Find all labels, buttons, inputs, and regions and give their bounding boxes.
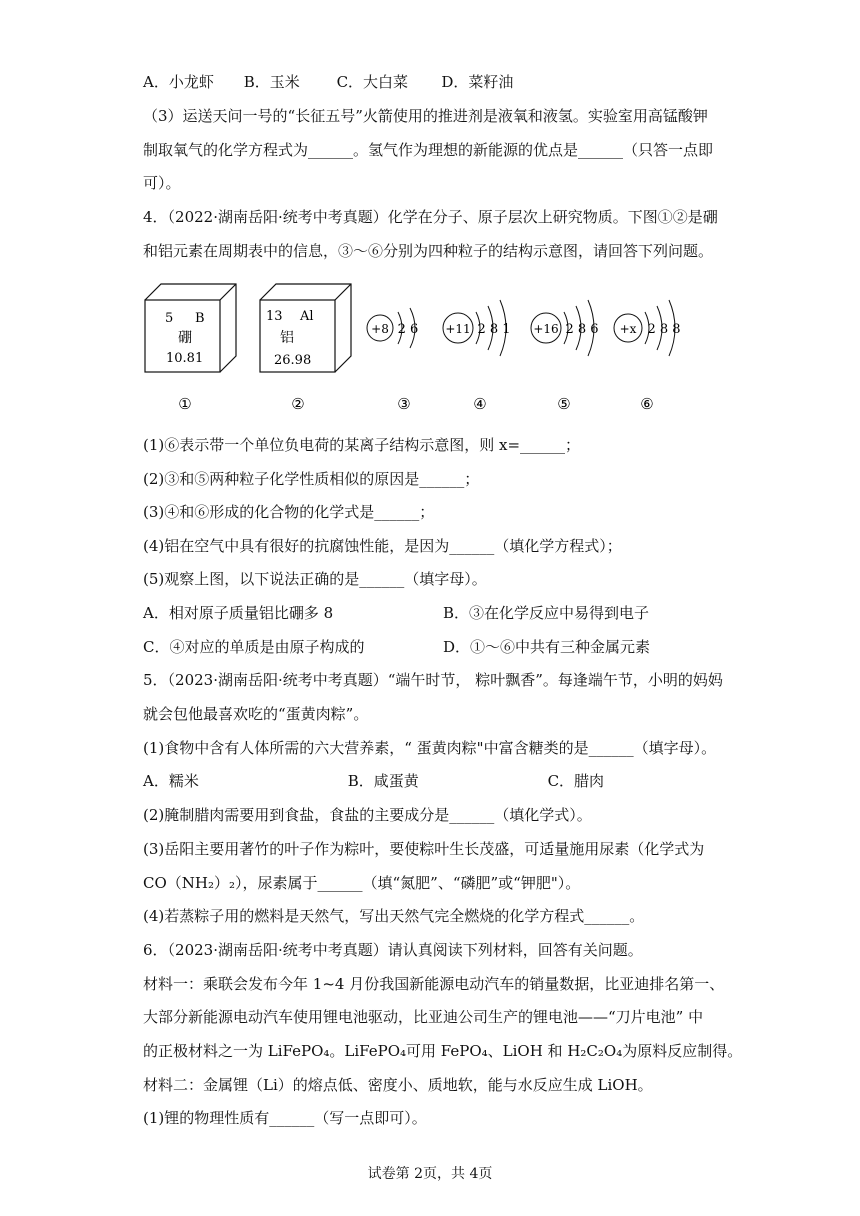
q4-stem-line2: 和铝元素在周期表中的信息，③～⑥分别为四种粒子的结构示意图，请回答下列问题。 bbox=[143, 242, 714, 260]
figure-label-1: ① bbox=[178, 395, 192, 413]
q5-sub3-line1: (3)岳阳主要用著竹的叶子作为粽叶，要使粽叶生长茂盛，可适量施用尿素（化学式为 bbox=[143, 840, 705, 858]
boron-name: 硼 bbox=[178, 330, 192, 346]
q5-options-row bbox=[143, 771, 604, 791]
option-d: D．菜籽油 bbox=[441, 73, 514, 91]
particle-5-nucleus: +16 bbox=[533, 322, 559, 336]
q5-option-b: B．咸蛋黄 bbox=[347, 772, 419, 790]
q5-sub1: (1)食物中含有人体所需的六大营养素，“ 蛋黄肉粽"中富含糖类的是______（填字母）。 bbox=[143, 739, 717, 757]
q4-sub2: (2)③和⑤两种粒子化学性质相似的原因是______； bbox=[143, 470, 480, 488]
page-footer: 试卷第 2页，共 4页 bbox=[367, 1166, 493, 1182]
aluminum-mass: 26.98 bbox=[274, 353, 312, 368]
q4-option-a: A．相对原子质量铝比硼多 8 bbox=[143, 604, 334, 622]
particle-3-shells: 2 6 bbox=[397, 322, 419, 337]
figure-label-3: ③ bbox=[397, 395, 411, 413]
q4-stem-line1: 4．（2022·湖南岳阳·统考中考真题）化学在分子、原子层次上研究物质。下图①②是硼 bbox=[143, 208, 718, 226]
figure-label-4: ④ bbox=[473, 395, 487, 413]
q3-sub3-line1: （3）运送天问一号的“长征五号”火箭使用的推进剂是液氧和液氢。实验室用高锰酸钾 bbox=[143, 107, 708, 125]
boron-symbol: B bbox=[195, 311, 205, 326]
q5-stem-line1: 5．（2023·湖南岳阳·统考中考真题）“端午时节， 粽叶飘香”。每逢端午节，小明的妈妈 bbox=[143, 671, 723, 689]
particle-6-nucleus: +x bbox=[619, 322, 637, 336]
q4-option-b: B．③在化学反应中易得到电子 bbox=[443, 604, 650, 622]
q5-option-c: C．腊肉 bbox=[547, 772, 605, 790]
q5-sub4: (4)若蒸粽子用的燃料是天然气，写出天然气完全燃烧的化学方程式______。 bbox=[143, 907, 645, 925]
q6-stem: 6．（2023·湖南岳阳·统考中考真题）请认真阅读下列材料，回答有关问题。 bbox=[143, 941, 643, 959]
particle-6-shells: 2 8 8 bbox=[647, 322, 681, 337]
figure-label-6: ⑥ bbox=[640, 395, 654, 413]
q4-sub4: (4)铝在空气中具有很好的抗腐蚀性能，是因为______（填化学方程式）； bbox=[143, 537, 622, 555]
q4-option-c: C．④对应的单质是由原子构成的 bbox=[143, 638, 365, 656]
q4-sub3: (3)④和⑥形成的化合物的化学式是______； bbox=[143, 503, 435, 521]
q4-option-d: D．①～⑥中共有三种金属元素 bbox=[443, 638, 651, 656]
q4-sub1: (1)⑥表示带一个单位负电荷的某离子结构示意图，则 x=______； bbox=[143, 436, 581, 454]
option-a: A．小龙虾 bbox=[143, 73, 214, 91]
q6-material1-line3: 的正极材料之一为 LiFePO₄。LiFePO₄可用 FePO₄、LiOH 和 H₂C₂O₄为原料反应制得。 bbox=[143, 1042, 743, 1060]
q5-stem-line2: 就会包他最喜欢吃的“蛋黄肉粽”。 bbox=[143, 705, 369, 723]
aluminum-number: 13 bbox=[266, 309, 283, 324]
q5-sub3-line2: CO（NH₂）₂），尿素属于______（填“氮肥”、“磷肥”或“钾肥"）。 bbox=[143, 874, 581, 892]
q3-options-row bbox=[143, 72, 513, 92]
figure-label-5: ⑤ bbox=[557, 395, 571, 413]
particle-3-nucleus: +8 bbox=[371, 322, 389, 336]
particle-4-nucleus: +11 bbox=[445, 322, 471, 336]
particle-4-shells: 2 8 1 bbox=[477, 322, 511, 337]
boron-number: 5 bbox=[165, 311, 174, 326]
q6-material1-line1: 材料一：乘联会发布今年 1~4 月份我国新能源电动汽车的销量数据，比亚迪排名第一、 bbox=[143, 975, 725, 993]
q5-sub2: (2)腌制腊肉需要用到食盐，食盐的主要成分是______（填化学式）。 bbox=[143, 806, 592, 824]
q6-material2: 材料二：金属锂（Li）的熔点低、密度小、质地软，能与水反应生成 LiOH。 bbox=[143, 1076, 653, 1094]
q3-sub3-line2: 制取氧气的化学方程式为______。氢气作为理想的新能源的优点是______（只答一点即 bbox=[143, 141, 714, 159]
particle-5-shells: 2 8 6 bbox=[565, 322, 599, 337]
q5-option-a: A．糯米 bbox=[143, 772, 199, 790]
aluminum-name: 铝 bbox=[280, 330, 294, 346]
figure-label-2: ② bbox=[291, 395, 305, 413]
option-c: C．大白菜 bbox=[336, 73, 409, 91]
boron-mass: 10.81 bbox=[166, 351, 204, 366]
q4-sub5: (5)观察上图，以下说法正确的是______（填字母）。 bbox=[143, 570, 487, 588]
aluminum-symbol: Al bbox=[300, 309, 314, 324]
q6-sub1: (1)锂的物理性质有______（写一点即可）。 bbox=[143, 1109, 427, 1127]
element-structure-figure bbox=[140, 272, 710, 422]
q3-sub3-line3: 可）。 bbox=[143, 174, 181, 192]
q6-material1-line2: 大部分新能源电动汽车使用锂电池驱动，比亚迪公司生产的锂电池——“刀片电池” 中 bbox=[143, 1008, 704, 1026]
option-b: B．玉米 bbox=[243, 73, 300, 91]
